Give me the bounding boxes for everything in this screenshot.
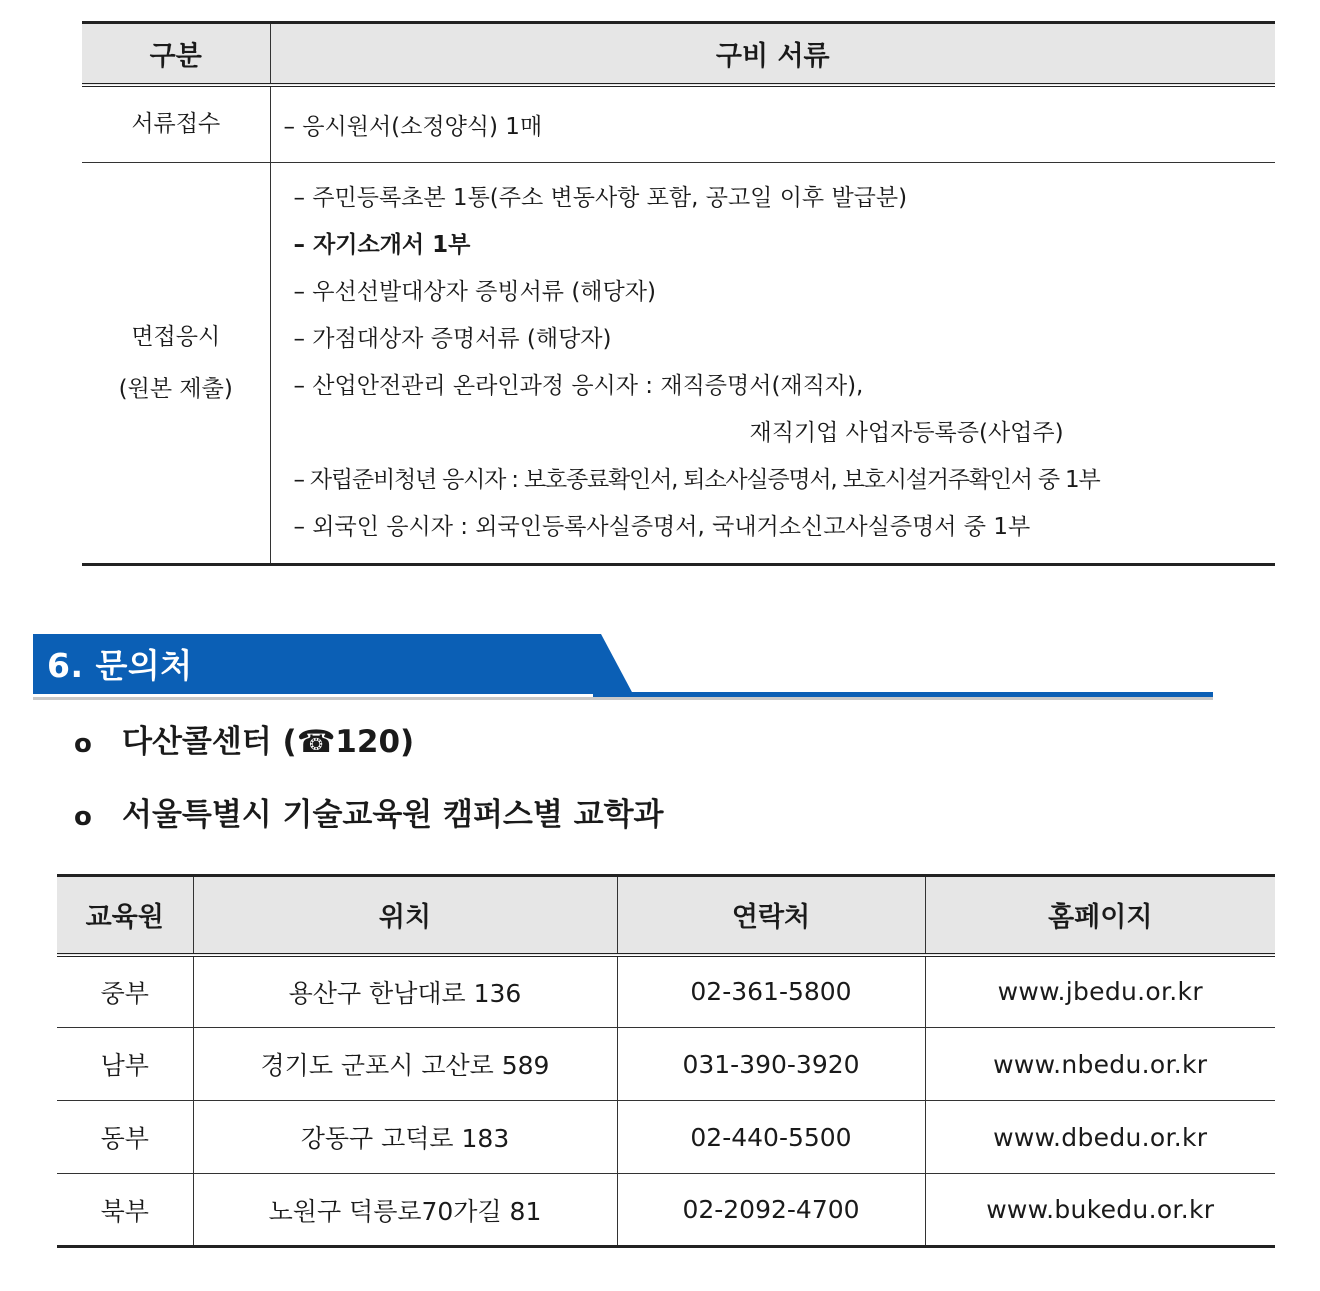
table-row — [57, 1101, 1275, 1174]
docs-row-interview — [82, 163, 1275, 565]
required-documents-table — [82, 21, 1275, 566]
section-header-banner — [33, 634, 1213, 700]
campus-phone: 031-390-3920 — [617, 1028, 925, 1101]
docs-category-receipt: 서류접수 — [82, 85, 270, 163]
campus-name: 남부 — [57, 1028, 193, 1101]
campus-phone: 02-440-5500 — [617, 1101, 925, 1174]
campus-name: 동부 — [57, 1101, 193, 1174]
campus-header-location: 위치 — [193, 876, 617, 955]
docs-category-interview — [82, 163, 270, 565]
bullet-text: 다산콜센터 (☎120) — [122, 724, 415, 760]
doc-item-safety-course: – 산업안전관리 온라인과정 응시자 : 재직증명서(재직자), — [293, 373, 864, 399]
doc-item-priority-proof: – 우선선발대상자 증빙서류 (해당자) — [293, 279, 656, 305]
campus-location: 용산구 한남대로 136 — [193, 955, 617, 1028]
table-row — [57, 955, 1275, 1028]
campus-name: 북부 — [57, 1174, 193, 1247]
docs-row-receipt — [82, 85, 1275, 163]
campus-homepage-link[interactable]: www.jbedu.or.kr — [925, 955, 1275, 1028]
docs-interview-items — [270, 163, 1275, 565]
doc-item-self-introduction: – 자기소개서 1부 — [293, 232, 471, 258]
docs-header-documents: 구비 서류 — [270, 23, 1275, 85]
bullet-campus-offices — [74, 793, 663, 837]
campus-phone: 02-361-5800 — [617, 955, 925, 1028]
doc-item-safety-course-cont: 재직기업 사업자등록증(사업주) — [749, 420, 1064, 446]
campus-header-row — [57, 876, 1275, 955]
table-row — [57, 1028, 1275, 1101]
bullet-text: 서울특별시 기술교육원 캠퍼스별 교학과 — [122, 797, 664, 833]
campus-homepage-link[interactable]: www.bukedu.or.kr — [925, 1174, 1275, 1247]
docs-category-interview-line1: 면접응시 — [131, 324, 221, 350]
docs-category-interview-line2: (원본 제출) — [118, 376, 233, 402]
campus-homepage-link[interactable]: www.dbedu.or.kr — [925, 1101, 1275, 1174]
campus-contact-table — [57, 874, 1275, 1248]
section-header-contact — [33, 634, 1213, 700]
campus-location: 노원구 덕릉로70가길 81 — [193, 1174, 617, 1247]
campus-homepage-link[interactable]: www.nbedu.or.kr — [925, 1028, 1275, 1101]
campus-name: 중부 — [57, 955, 193, 1028]
campus-header-institute: 교육원 — [57, 876, 193, 955]
docs-header-row — [82, 23, 1275, 85]
doc-item-resident-abstract: – 주민등록초본 1통(주소 변동사항 포함, 공고일 이후 발급분) — [293, 185, 908, 211]
campus-phone: 02-2092-4700 — [617, 1174, 925, 1247]
campus-location: 강동구 고덕로 183 — [193, 1101, 617, 1174]
campus-header-homepage: 홈페이지 — [925, 876, 1275, 955]
doc-item-bonus-proof: – 가점대상자 증명서류 (해당자) — [293, 326, 612, 352]
docs-receipt-item: – 응시원서(소정양식) 1매 — [270, 85, 1275, 163]
docs-header-category: 구분 — [82, 23, 270, 85]
table-row — [57, 1174, 1275, 1247]
doc-item-youth: – 자립준비청년 응시자 : 보호종료확인서, 퇴소사실증명서, 보호시설거주확인서 중 1부 — [293, 467, 1100, 493]
section-title: 6. 문의처 — [47, 646, 193, 685]
campus-location: 경기도 군포시 고산로 589 — [193, 1028, 617, 1101]
bullet-mark: o — [74, 802, 92, 832]
bullet-mark: o — [74, 729, 92, 759]
bullet-dasan-call-center — [74, 720, 414, 764]
campus-header-contact: 연락처 — [617, 876, 925, 955]
doc-item-foreigner: – 외국인 응시자 : 외국인등록사실증명서, 국내거소신고사실증명서 중 1부 — [293, 514, 1031, 540]
